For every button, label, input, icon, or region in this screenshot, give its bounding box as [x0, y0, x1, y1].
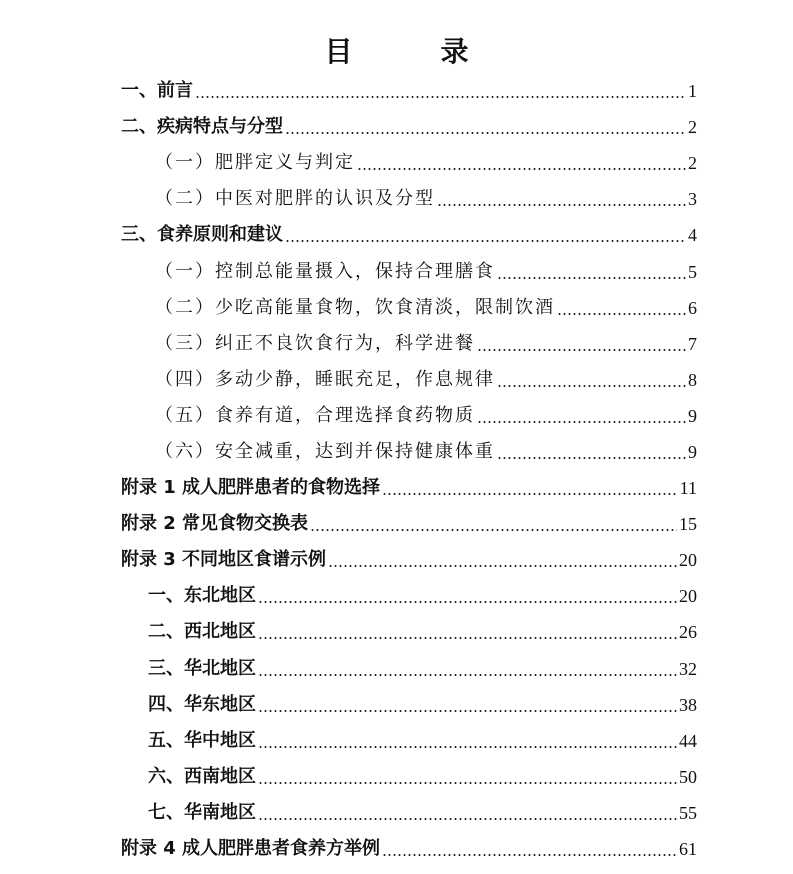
toc-page-number: 26: [679, 622, 697, 643]
toc-entry-title: （四）多动少静，睡眠充足，作息规律: [155, 368, 495, 390]
toc-entry-title: 七、华南地区: [148, 801, 256, 823]
toc-page-number: 55: [679, 802, 697, 823]
toc-page-number: 61: [679, 839, 697, 860]
toc-entry[interactable]: [0, 723, 793, 759]
toc-page-number: 3: [688, 189, 697, 210]
toc-entry[interactable]: [0, 362, 793, 398]
dot-leader: [285, 240, 686, 242]
toc-page-number: 1: [688, 81, 697, 102]
toc-entry-title: 附录 1 成人肥胖患者的食物选择: [121, 477, 381, 499]
toc-page-number: 8: [688, 369, 697, 390]
dot-leader: [437, 204, 686, 206]
toc-entry-title: 二、疾病特点与分型: [121, 116, 283, 138]
dot-leader: [310, 529, 677, 531]
dot-leader: [258, 674, 677, 676]
dot-leader: [382, 854, 677, 856]
toc-entry[interactable]: [0, 253, 793, 289]
toc-entry[interactable]: [0, 651, 793, 687]
dot-leader: [285, 132, 686, 134]
toc-entry-title: 五、华中地区: [148, 729, 256, 751]
toc-entry-title: 附录 4 成人肥胖患者食养方举例: [121, 838, 381, 860]
dot-leader: [258, 710, 677, 712]
toc-entry-title: 附录 3 不同地区食谱示例: [121, 549, 327, 571]
toc-entry-title: 六、西南地区: [148, 765, 256, 787]
toc-entry[interactable]: [0, 434, 793, 470]
toc-entry-title: （二）少吃高能量食物，饮食清淡，限制饮酒: [155, 296, 555, 318]
toc-entry[interactable]: [0, 795, 793, 831]
toc-entry[interactable]: [0, 109, 793, 145]
toc-page-number: 9: [688, 441, 697, 462]
toc-page-number: 15: [679, 514, 697, 535]
toc-entry-title: 四、华东地区: [148, 693, 256, 715]
toc-entry[interactable]: [0, 73, 793, 109]
toc-page-number: 11: [679, 478, 697, 499]
toc-page-number: 44: [679, 730, 697, 751]
toc-entry-title: （一）肥胖定义与判定: [155, 152, 355, 174]
dot-leader: [477, 421, 686, 423]
toc-page-number: 6: [688, 297, 697, 318]
dot-leader: [497, 385, 686, 387]
toc-entry[interactable]: [0, 217, 793, 253]
toc-entry-title: （六）安全减重，达到并保持健康体重: [155, 440, 495, 462]
toc-entry[interactable]: [0, 506, 793, 542]
toc-page-number: 32: [679, 658, 697, 679]
toc-entry-title: （三）纠正不良饮食行为，科学进餐: [155, 332, 475, 354]
toc-entry[interactable]: [0, 290, 793, 326]
toc-entry-title: （二）中医对肥胖的认识及分型: [155, 188, 435, 210]
table-of-contents: [0, 73, 793, 867]
dot-leader: [477, 349, 686, 351]
dot-leader: [258, 637, 677, 639]
toc-entry[interactable]: [0, 326, 793, 362]
toc-entry[interactable]: [0, 542, 793, 578]
toc-page-number: 50: [679, 766, 697, 787]
toc-page-number: 9: [688, 405, 697, 426]
toc-entry-title: 附录 2 常见食物交换表: [121, 513, 309, 535]
toc-page-number: 2: [688, 117, 697, 138]
toc-entry[interactable]: [0, 687, 793, 723]
toc-page-number: 7: [688, 333, 697, 354]
toc-page-number: 2: [688, 153, 697, 174]
toc-entry[interactable]: [0, 470, 793, 506]
dot-leader: [258, 746, 677, 748]
toc-entry-title: 三、食养原则和建议: [121, 224, 283, 246]
toc-entry[interactable]: [0, 578, 793, 614]
toc-page-number: 5: [688, 261, 697, 282]
dot-leader: [357, 168, 686, 170]
dot-leader: [258, 601, 677, 603]
toc-entry-title: 一、前言: [121, 80, 193, 102]
toc-entry-title: （五）食养有道，合理选择食药物质: [155, 404, 475, 426]
dot-leader: [557, 313, 686, 315]
toc-entry[interactable]: [0, 398, 793, 434]
toc-page-number: 20: [679, 586, 697, 607]
toc-page-number: 4: [688, 225, 697, 246]
toc-entry-title: （一）控制总能量摄入，保持合理膳食: [155, 260, 495, 282]
dot-leader: [258, 818, 677, 820]
toc-page-number: 38: [679, 694, 697, 715]
toc-page-number: 20: [679, 550, 697, 571]
toc-entry[interactable]: [0, 181, 793, 217]
page-title: 目 录: [324, 35, 499, 68]
toc-entry[interactable]: [0, 145, 793, 181]
dot-leader: [195, 96, 686, 98]
toc-entry-title: 二、西北地区: [148, 621, 256, 643]
dot-leader: [328, 565, 677, 567]
toc-entry-title: 三、华北地区: [148, 657, 256, 679]
dot-leader: [497, 277, 686, 279]
dot-leader: [497, 457, 686, 459]
toc-entry-title: 一、东北地区: [148, 585, 256, 607]
toc-entry[interactable]: [0, 831, 793, 867]
toc-entry[interactable]: [0, 759, 793, 795]
dot-leader: [258, 782, 677, 784]
dot-leader: [382, 493, 678, 495]
toc-entry[interactable]: [0, 614, 793, 650]
